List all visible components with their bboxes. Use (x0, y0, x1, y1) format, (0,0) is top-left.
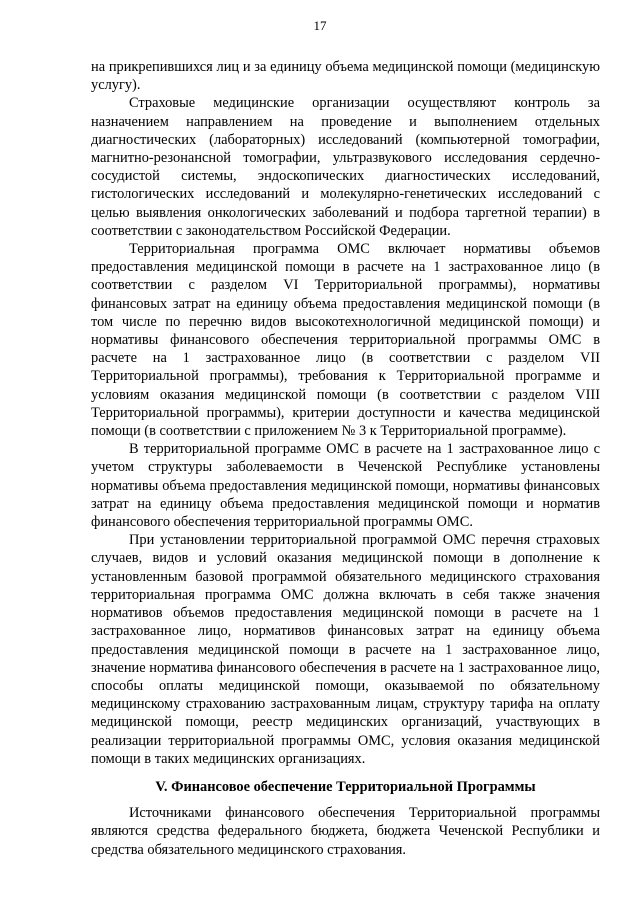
page-number: 17 (313, 18, 327, 33)
paragraph-program-norms: Территориальная программа ОМС включает нормативы объемов предоставления медицинской помощи в расчете на 1 застрахованное лицо (в соответствии с разделом VI Территориальной программы), нормативы финансовых затрат на единицу объема предоставления медицинской помощи (в том числе по перечню видов высокотехнологичной медицинской помощи) и нормативы финансового обеспечения территориальной программы ОМС в расчете на 1 застрахованное лицо (в соответствии с разделом VII Территориальной программы), требования к Территориальной программе и условиям оказания медицинской помощи (в соответствии с разделом VIII Территориальной программы), критерии доступности и качества медицинской помощи (в соответствии с приложением № 3 к Территориальной программе). (91, 241, 600, 440)
paragraph-per-insured-norms: В территориальной программе ОМС в расчете на 1 застрахованное лицо с учетом структуры заболеваемости в Чеченской Республике установлены нормативы объема предоставления медицинской помощи, нормативы финансовых затрат на единицу объема предоставления медицинской помощи и норматив финансового обеспечения территориальной программы ОМС. (91, 441, 600, 531)
paragraph-insurance-cases: При установлении территориальной программой ОМС перечня страховых случаев, видов и условий оказания медицинской помощи в дополнение к установленным базовой программой обязательного медицинского страхования территориальная программа ОМС должна включать в себя также значения нормативов объемов предоставления медицинской помощи в расчете на 1 застрахованное лицо, нормативов финансовых затрат на единицу объема предоставления медицинской помощи в расчете на 1 застрахованное лицо, значение норматива финансового обеспечения в расчете на 1 застрахованное лицо, способы оплаты медицинской помощи, оказываемой по обязательному медицинскому страхованию застрахованным лицам, структуру тарифа на оплату медицинской помощи, реестр медицинских организаций, участвующих в реализации территориальной программы ОМС, условия оказания медицинской помощи в таких медицинских организациях. (91, 532, 600, 767)
paragraph-continuation: на прикрепившихся лиц и за единицу объема медицинской помощи (медицинскую услугу). (91, 59, 600, 94)
paragraph-insurance-control: Страховые медицинские организации осуществляют контроль за назначением направлением на проведение и выполнением отдельных диагностических (лабораторных) исследований (компьютерной томографии, магнитно-резонансной томографии, ультразвукового исследования сердечно-сосудистой системы, эндоскопических диагностических исследований, гистологических исследований и молекулярно-генетических исследований с целью выявления онкологических заболеваний и подбора таргетной терапии) в соответствии с законодательством Российской Федерации. (91, 95, 600, 239)
paragraph-funding-sources: Источниками финансового обеспечения Территориальной программы являются средства федерального бюджета, бюджета Чеченской Республики и средства обязательного медицинского страхования. (91, 805, 600, 858)
section-heading: V. Финансовое обеспечение Территориальной Программы (155, 778, 536, 795)
page-content (91, 58, 600, 859)
